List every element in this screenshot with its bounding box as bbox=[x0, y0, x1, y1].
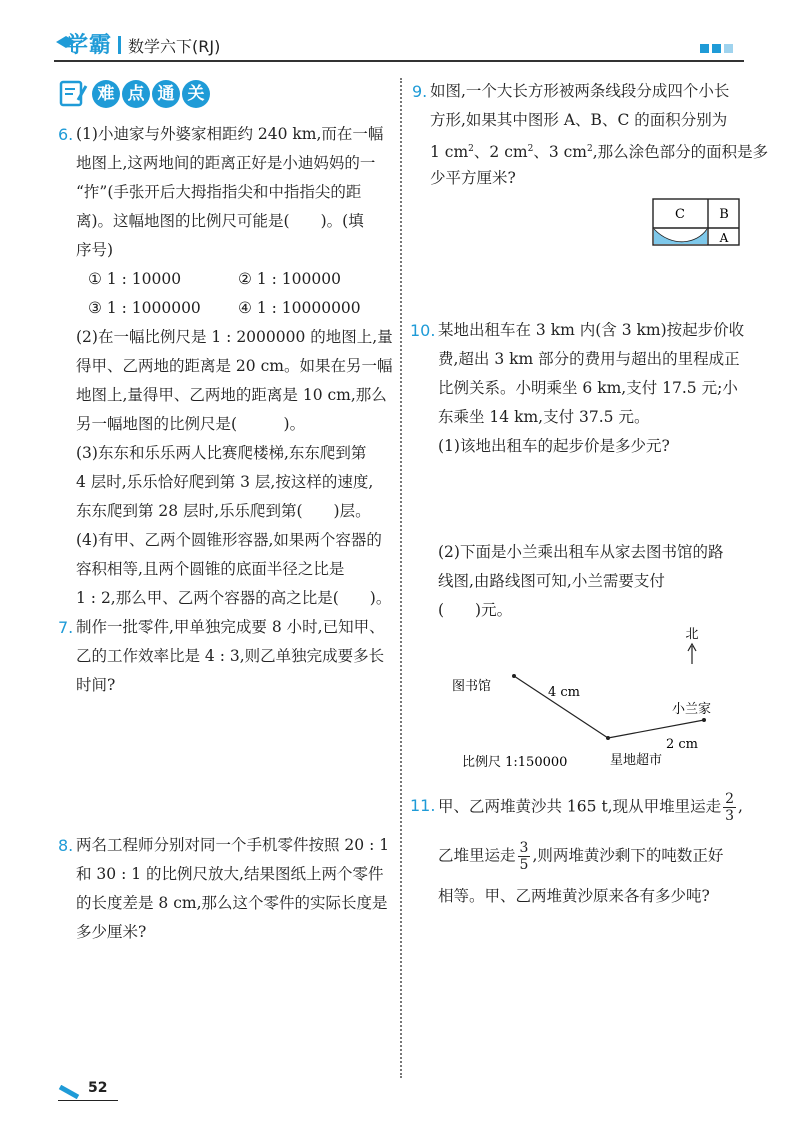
question-text-line: 方形,如果其中图形 A、B、C 的面积分别为 bbox=[430, 111, 728, 129]
question-text-line: (1)小迪家与外婆家相距约 240 km,而在一幅 bbox=[76, 125, 384, 143]
question-text-line: 另一幅地图的比例尺是( )。 bbox=[76, 415, 306, 433]
header-square-1 bbox=[700, 44, 709, 53]
scale-label: 比例尺 1:150000 bbox=[462, 755, 568, 770]
question-text-line: 乙的工作效率比是 4 : 3,则乙单独完成要多长 bbox=[76, 647, 385, 665]
region-label-b: B bbox=[719, 207, 729, 222]
route-map bbox=[440, 620, 740, 780]
footer-rule bbox=[58, 1100, 118, 1101]
segment-2-length: 2 cm bbox=[666, 737, 699, 752]
book-title: 数学六下(RJ) bbox=[128, 37, 221, 56]
section-char: 点 bbox=[122, 80, 150, 108]
question-text-line: 和 30 : 1 的比例尺放大,结果图纸上两个零件 bbox=[76, 865, 384, 883]
header-rule bbox=[54, 60, 744, 62]
question-text-line: 多少厘米? bbox=[76, 923, 147, 941]
question-text-line: 线图,由路线图可知,小兰需要支付 bbox=[438, 572, 665, 590]
question-text-line: 1 : 2,那么甲、乙两个容器的高之比是( )。 bbox=[76, 589, 392, 607]
north-label: 北 bbox=[685, 627, 699, 642]
question-text-line: 相等。甲、乙两堆黄沙原来各有多少吨? bbox=[438, 887, 710, 905]
fraction: $\frac{3}{5}$ bbox=[519, 840, 529, 873]
region-label-c: C bbox=[675, 207, 685, 222]
question-text-line: 两名工程师分别对同一个手机零件按照 20 : 1 bbox=[76, 836, 390, 854]
header-square-3 bbox=[724, 44, 733, 53]
question-number: 6. bbox=[58, 125, 74, 144]
question-text-line: (1)该地出租车的起步价是多少元? bbox=[438, 437, 670, 455]
region-label-a: A bbox=[719, 231, 729, 245]
brand-logo-text: 学霸 bbox=[66, 33, 113, 58]
page-number: 52 bbox=[88, 1080, 108, 1096]
segment-1-length: 4 cm bbox=[548, 685, 581, 700]
question-text-line: “拃”(手张开后大拇指指尖和中指指尖的距 bbox=[76, 183, 362, 201]
option-item: ① 1 : 10000 bbox=[88, 270, 182, 288]
question-text-line: 东乘坐 14 km,支付 37.5 元。 bbox=[438, 408, 650, 426]
rectangle-figure bbox=[652, 198, 740, 246]
question-text-line: (3)东东和乐乐两人比赛爬楼梯,东东爬到第 bbox=[76, 444, 367, 462]
question-text-line: (2)在一幅比例尺是 1 : 2000000 的地图上,量 bbox=[76, 328, 393, 346]
page-corner-mark-icon bbox=[58, 1085, 80, 1099]
question-text-line: 制作一批零件,甲单独完成要 8 小时,已知甲、 bbox=[76, 618, 385, 636]
option-item: ② 1 : 100000 bbox=[238, 270, 341, 288]
question-text-line: 少平方厘米? bbox=[430, 169, 516, 187]
route-segment-2 bbox=[608, 720, 704, 738]
question-number: 11. bbox=[410, 796, 436, 815]
question-number: 8. bbox=[58, 836, 74, 855]
section-char: 难 bbox=[92, 80, 120, 108]
section-title-badge bbox=[92, 80, 210, 108]
page-header bbox=[0, 0, 800, 66]
question-text-line: 甲、乙两堆黄沙共 165 t,现从甲堆里运走 $\frac{2}{3}$ , bbox=[438, 791, 743, 824]
question-text-line: 4 层时,乐乐恰好爬到第 3 层,按这样的速度, bbox=[76, 473, 374, 491]
notebook-pen-icon bbox=[58, 78, 88, 108]
question-text-line: 的长度差是 8 cm,那么这个零件的实际长度是 bbox=[76, 894, 388, 912]
question-text-line: 离)。这幅地图的比例尺可能是( )。(填 bbox=[76, 212, 364, 230]
question-text-line: ( )元。 bbox=[438, 601, 513, 619]
question-text-line: 时间? bbox=[76, 676, 116, 694]
question-text-line: 1 $cm^2$、2 $cm^2$、3 $cm^2$,那么涂色部分的面积是多 bbox=[430, 143, 769, 162]
question-number: 10. bbox=[410, 321, 436, 340]
option-item: ③ 1 : 1000000 bbox=[88, 299, 201, 317]
question-text-line: 东东爬到第 28 层时,乐乐爬到第( )层。 bbox=[76, 502, 371, 520]
fraction: $\frac{2}{3}$ bbox=[725, 791, 735, 824]
question-text-line: 得甲、乙两地的距离是 20 cm。如果在另一幅 bbox=[76, 357, 393, 375]
question-number: 7. bbox=[58, 618, 74, 637]
question-text-line: 费,超出 3 km 部分的费用与超出的里程成正 bbox=[438, 350, 740, 368]
section-char: 关 bbox=[182, 80, 210, 108]
question-text-line: 某地出租车在 3 km 内(含 3 km)按起步价收 bbox=[438, 321, 745, 339]
question-text-line: 比例关系。小明乘坐 6 km,支付 17.5 元;小 bbox=[438, 379, 738, 397]
question-text-line: 地图上,量得甲、乙两地的距离是 10 cm,那么 bbox=[76, 386, 387, 404]
section-char: 通 bbox=[152, 80, 180, 108]
header-square-2 bbox=[712, 44, 721, 53]
market-label: 星地超市 bbox=[610, 753, 663, 768]
question-text-line: 容积相等,且两个圆锥的底面半径之比是 bbox=[76, 560, 345, 578]
question-number: 9. bbox=[412, 82, 428, 101]
header-separator bbox=[118, 36, 121, 54]
question-text-line: (4)有甲、乙两个圆锥形容器,如果两个容器的 bbox=[76, 531, 382, 549]
option-item: ④ 1 : 10000000 bbox=[238, 299, 361, 317]
question-text-line: 序号) bbox=[76, 241, 114, 259]
question-text-line: 地图上,这两地间的距离正好是小迪妈妈的一 bbox=[76, 154, 376, 172]
column-divider bbox=[400, 78, 402, 1078]
question-text-line: (2)下面是小兰乘出租车从家去图书馆的路 bbox=[438, 543, 724, 561]
library-label: 图书馆 bbox=[452, 679, 492, 694]
question-text-line: 乙堆里运走 $\frac{3}{5}$ ,则两堆黄沙剩下的吨数正好 bbox=[438, 840, 724, 873]
home-label: 小兰家 bbox=[672, 702, 712, 717]
question-text-line: 如图,一个大长方形被两条线段分成四个小长 bbox=[430, 82, 730, 100]
